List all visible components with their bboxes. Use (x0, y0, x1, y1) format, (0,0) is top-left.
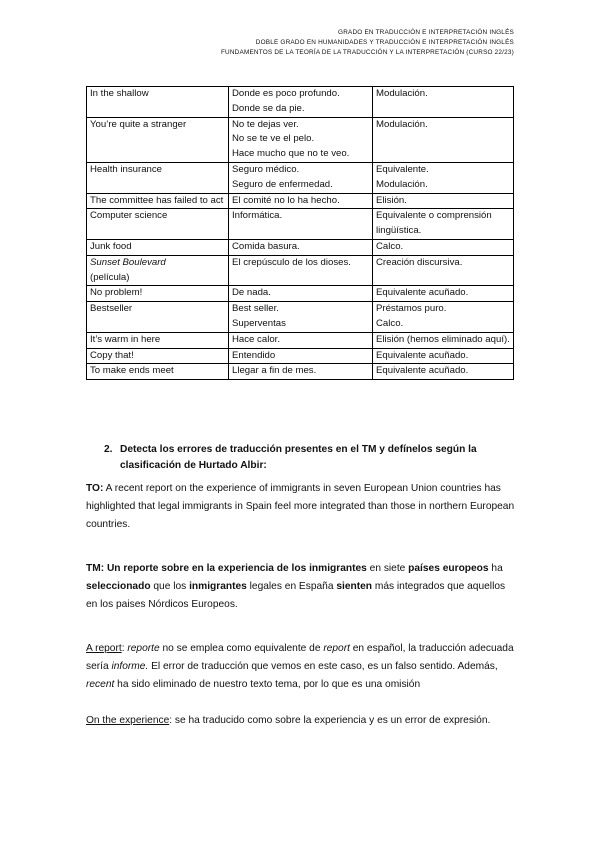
technique-cell: Equivalente acuñado. (373, 348, 514, 364)
technique-cell: Elisión (hemos eliminado aquí). (373, 332, 514, 348)
technique-cell: Elisión. (373, 193, 514, 209)
tm-fragment: que los (150, 581, 190, 592)
technique-cell: Equivalente o comprensión lingüística. (373, 209, 514, 240)
target-term-cell: Comida basura. (229, 239, 373, 255)
source-term-note: (película) (90, 271, 130, 283)
table-row (87, 255, 514, 286)
source-text-paragraph (86, 480, 516, 534)
source-term-cell (87, 255, 229, 286)
source-term-cell: To make ends meet (87, 364, 229, 380)
source-term-cell: Copy that! (87, 348, 229, 364)
target-term-cell: Hace calor. (229, 332, 373, 348)
technique-cell: Modulación. (373, 117, 514, 162)
tm-fragment: países europeos (408, 563, 489, 574)
source-text-body: A recent report on the experience of immigrants in seven European Union countries has highlighted that legal immigrants in Spain feel more integrated than those in northern European countries. (86, 483, 515, 530)
analysis-1-text: El error de traducción que vemos en este caso, es un falso sentido. Además, (148, 661, 498, 672)
tm-fragment: en siete (366, 563, 409, 574)
table-row (87, 302, 514, 333)
analysis-1-text: : (121, 643, 128, 654)
analysis-1-label: A report (86, 643, 122, 654)
source-term-cell: Junk food (87, 239, 229, 255)
source-term-cell: You’re quite a stranger (87, 117, 229, 162)
analysis-paragraph-1 (86, 640, 516, 694)
tm-fragment: más integrados que aquellos en los paises Nórdicos Europeos. (86, 581, 506, 610)
analysis-1-text: ha sido eliminado de nuestro texto tema, por lo que es una omisión (114, 679, 421, 690)
source-term-cell: The committee has failed to act (87, 193, 229, 209)
target-term-cell: El crepúsculo de los dioses. (229, 255, 373, 286)
question-2 (86, 442, 516, 474)
technique-cell: Creación discursiva. (373, 255, 514, 286)
source-term-cell: Bestseller (87, 302, 229, 333)
analysis-paragraph-2 (86, 712, 516, 730)
question-number: 2. (104, 444, 113, 455)
technique-cell: Modulación. (373, 87, 514, 118)
target-term-cell: Llegar a fin de mes. (229, 364, 373, 380)
target-term-cell: No te dejas ver. No se te ve el pelo. Hace mucho que no te veo. (229, 117, 373, 162)
source-term-cell: No problem! (87, 286, 229, 302)
target-term-cell: De nada. (229, 286, 373, 302)
tm-fragment: inmigrantes (189, 581, 247, 592)
document-header (221, 28, 514, 58)
technique-cell: Préstamos puro. Calco. (373, 302, 514, 333)
tm-fragment: ha (488, 563, 503, 574)
table-row (87, 117, 514, 162)
translation-techniques-table (86, 86, 514, 380)
target-term-cell: Informática. (229, 209, 373, 240)
analysis-1-text: en español, la traducción adecuada sería (86, 643, 514, 672)
target-term-cell: Entendido (229, 348, 373, 364)
target-text-label: TM: (86, 563, 105, 574)
table-row (87, 87, 514, 118)
header-line-1: GRADO EN TRADUCCIÓN E INTERPRETACIÓN INGLÉS (338, 29, 514, 36)
analysis-2-label: On the experience (86, 715, 170, 726)
tm-fragment: inmigrantes (309, 563, 367, 574)
analysis-2-text: : se ha traducido como sobre la experiencia y es un error de expresión. (169, 715, 491, 726)
target-term-cell: Best seller. Superventas (229, 302, 373, 333)
technique-cell: Calco. (373, 239, 514, 255)
target-term-cell: Seguro médico. Seguro de enfermedad. (229, 162, 373, 193)
table-row (87, 209, 514, 240)
header-line-3: FUNDAMENTOS DE LA TEORÍA DE LA TRADUCCIÓN Y LA INTERPRETACIÓN (CURSO 22/23) (220, 49, 514, 56)
source-term-cell: Computer science (87, 209, 229, 240)
tm-fragment: Un reporte sobre en la experiencia de los (104, 563, 310, 574)
tm-fragment: sienten (336, 581, 372, 592)
target-term-cell: Donde es poco profundo. Donde se da pie. (229, 87, 373, 118)
question-text: Detecta los errores de traducción presentes en el TM y defínelos según la clasificación de Hurtado Albir: (120, 444, 477, 471)
header-line-2: DOBLE GRADO EN HUMANIDADES Y TRADUCCIÓN E INTERPRETACIÓN INGLÉS (255, 39, 514, 46)
table-row (87, 239, 514, 255)
table-row (87, 162, 514, 193)
analysis-1-italic: report (323, 643, 350, 654)
table-row (87, 193, 514, 209)
source-term-cell: It’s warm in here (87, 332, 229, 348)
table-row (87, 364, 514, 380)
technique-cell: Equivalente acuñado. (373, 364, 514, 380)
table-row (87, 286, 514, 302)
technique-cell: Equivalente. Modulación. (373, 162, 514, 193)
source-term-italic: Sunset Boulevard (90, 256, 166, 268)
source-term-cell: In the shallow (87, 87, 229, 118)
analysis-1-italic: informe. (111, 661, 149, 672)
target-text-paragraph (86, 560, 516, 614)
target-term-cell: El comité no lo ha hecho. (229, 193, 373, 209)
source-term-cell: Health insurance (87, 162, 229, 193)
technique-cell: Equivalente acuñado. (373, 286, 514, 302)
table-row (87, 332, 514, 348)
analysis-1-italic: recent (86, 679, 115, 690)
analysis-1-italic: reporte (127, 643, 160, 654)
source-text-label: TO: (86, 483, 104, 494)
table-row (87, 348, 514, 364)
tm-fragment: legales en España (246, 581, 337, 592)
analysis-1-text: no se emplea como equivalente de (159, 643, 324, 654)
tm-fragment: seleccionado (86, 581, 151, 592)
